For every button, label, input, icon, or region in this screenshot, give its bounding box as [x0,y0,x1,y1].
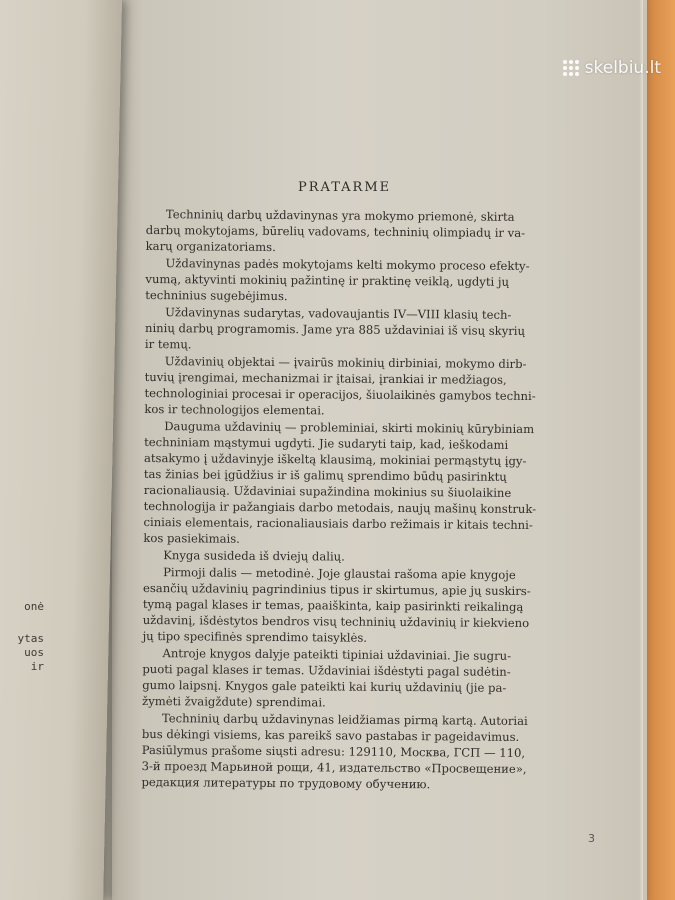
text-line: tuvių įrengimai, mechanizmai ir įtaisai, įrankiai ir medžiagos, [144,369,507,387]
paragraph [142,645,598,713]
text-line: редакция литературы по трудовому обучению. [141,774,431,792]
text-line: Pirmoji dalis — metodinė. Joje glaustai rašoma apie knygoje [163,565,516,582]
left-page [0,0,122,900]
text-line: Pasiūlymus prašome siųsti adresu: 129110, Москва, ГСП — 110, [141,742,526,760]
text-line: Uždavinių objektai — įvairūs mokinių dirbiniai, mokymo dirb- [164,354,527,371]
text-line: ir temų. [144,336,192,352]
paragraph [143,564,600,648]
text-line: racionaliausią. Uždaviniai supažindina mokinius su šiuolaikine [143,482,512,500]
text-line: techninius sugebėjimus. [145,287,288,304]
text-line: kos ir technologijos elementai. [144,401,325,418]
text-line: karų organizatoriams. [145,238,276,255]
text-line: darbų mokytojams, būrelių vadovams, techninių olimpiadų ir va- [145,222,526,240]
paragraph [146,206,602,258]
left-page-fragments [0,600,44,674]
paragraph [143,418,600,550]
text-line: jų tipo specifinės sprendimo taisyklės. [142,628,368,645]
text-line: Knyga susideda iš dviejų dalių. [163,548,345,564]
page-heading: PRATARME [298,180,392,195]
text-line: gumo laipsnį. Knygos gale pateikti kai kurių uždavinių (jie pa- [142,677,507,695]
left-fragment: ir [30,660,44,673]
text-line: bus dėkingi visiems, kas pareikš savo pastabas ir pageidavimus. [141,726,520,744]
page-number: 3 [588,832,595,845]
paragraph [144,353,600,421]
text-line: puoti pagal klases ir temas. Uždaviniai išdėstyti pagal sudėtin- [142,661,511,679]
text-line: atsakymo į uždavinyje iškeltą klausimą, mokiniai permąstytų įgy- [143,450,527,468]
text-line: kos pasiekimais. [143,530,240,546]
text-line: Uždavinynas sudarytas, vadovaujantis IV—VIII klasių tech- [165,305,512,322]
page-edge [639,0,643,900]
left-fragment: uos [24,646,44,659]
paragraph [145,304,601,356]
text-line: tymą pagal klases ir temas, paaiškinta, kaip pasirinkti reikalingą [142,596,524,614]
text-line: 3-й проезд Марьиной рощи, 41, издательство «Просвещение», [141,758,527,777]
text-line: žymėti žvaigždute) sprendimai. [142,693,326,710]
paragraph [145,255,601,307]
watermark-text: skelbiu.lt [584,58,661,78]
text-line: tas žinias bei įgūdžius ir iš galimų sprendimo būdų pasirinktų [143,466,507,484]
text-line: Antroje knygos dalyje pateikti tipiniai uždaviniai. Jie sugru- [162,646,512,663]
text-line: ciniais elementais, racionaliausiais darbo režimais ir kitais techni- [143,514,533,533]
text-line: uždavinį, išdėstytos bendros visų techninių uždavinių ir kiekvieno [142,612,530,631]
text-line: Uždavinynas padės mokytojams kelti mokymo proceso efekty- [165,256,530,274]
text-line: Techninių darbų uždavinynas yra mokymo priemonė, skirta [165,207,515,224]
text-line: vumą, aktyvinti mokinių pažintinę ir praktinę veiklą, ugdyti jų [145,271,510,289]
text-line: ninių darbų programomis. Jame yra 885 uždaviniai iš visų skyrių [144,320,526,338]
watermark [563,58,661,78]
text-line: esančių uždavinių pagrindinius tipus ir skirtumus, apie jų suskirs- [142,580,531,599]
left-fragment: onė [24,600,44,613]
body-text [141,206,602,795]
text-line: Dauguma uždavinių — probleminiai, skirti mokinių kūrybiniam [164,419,535,437]
watermark-logo-icon [563,60,579,76]
paragraph [141,710,598,794]
text-line: techniniam mąstymui ugdyti. Jie sudaryti taip, kad, ieškodami [144,434,509,452]
text-line: technologija ir pažangiais darbo metodais, naujų mašinų konstruk- [143,498,537,517]
text-line: technologiniai procesai ir operacijos, šiuolaikinės gamybos techni- [144,385,536,404]
text-line: Techninių darbų uždavinynas leidžiamas pirmą kartą. Autoriai [161,711,528,729]
left-fragment: ytas [17,632,44,645]
